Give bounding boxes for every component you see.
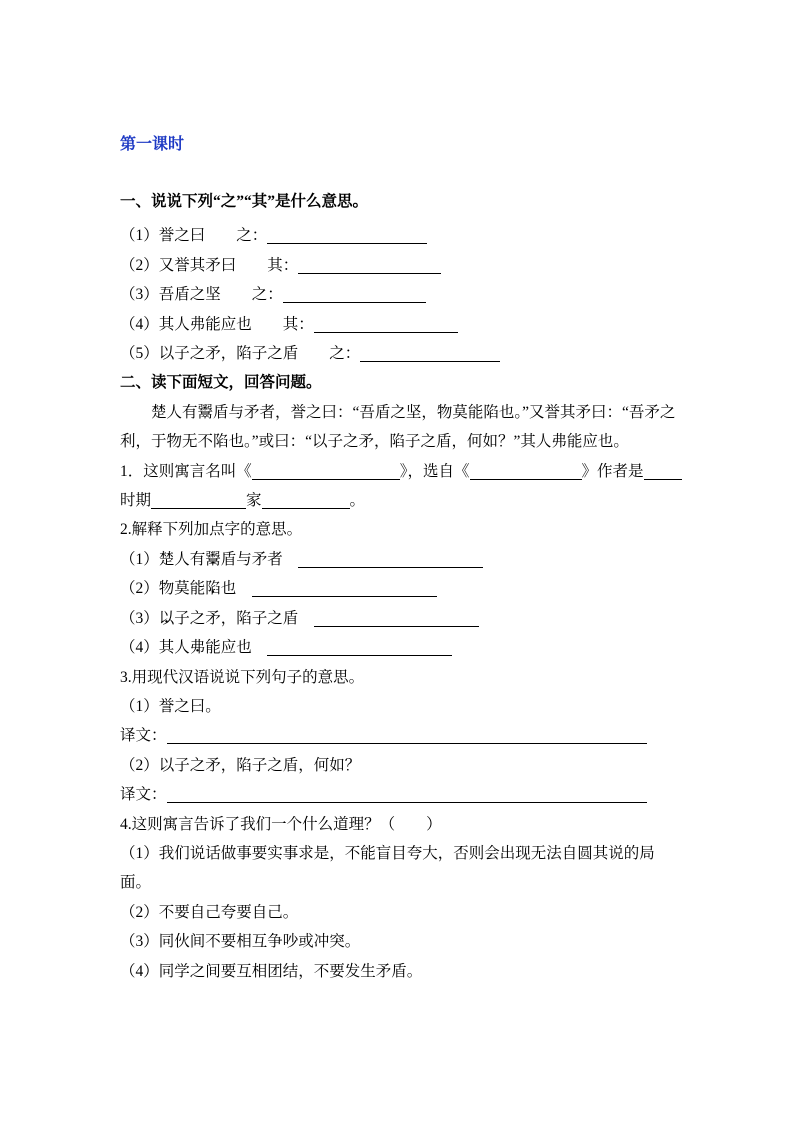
item-text: 能应也 [205,639,252,657]
q1-text: 时期 [120,492,152,510]
question1-line2 [120,486,680,515]
translation-label: 译文： [120,786,167,804]
question4-heading: 4.这则寓言告诉了我们一个什么道理？（ ） [120,815,442,833]
section2-heading: 二、读下面短文，回答问题。 [120,374,322,392]
item-text: （1）誉之曰 之： [120,227,268,245]
item-text: 也 [220,580,237,598]
reading-passage: 楚人有鬻盾与矛者，誉之曰：“吾盾之坚，物莫能陷也。”又誉其矛曰：“吾矛之利，于物无不陷也。”或曰：“以子之矛，陷子之盾，何如？”其人弗能应也。 [120,403,676,451]
question4-option-2: （2）不要自己夸要自己。 [120,903,299,921]
answer-blank [167,785,647,803]
dotted-char: 弗 · [190,639,206,656]
item-text: （4）其人 [120,639,190,657]
answer-blank [283,285,426,303]
q1-text: 》，选自《 [399,462,470,480]
question3-heading: 3.用现代汉语说说下列句子的意思。 [120,668,365,686]
section1-item-4 [120,310,680,339]
answer-blank [644,462,682,480]
item-text: （5）以子之矛，陷子之盾 之： [120,345,361,363]
question3-item-2: （2）以子之矛，陷子之盾，何如？ [120,756,361,774]
question3-answer-2 [120,780,680,809]
section1-item-1 [120,221,680,250]
item-text: （3）吾盾之坚 之： [120,286,283,304]
question1-line1 [120,457,680,486]
item-text: 盾与矛者 [220,550,283,568]
question2-item-4 [120,633,680,662]
answer-blank [252,462,400,480]
q1-text: 。 [349,492,366,510]
question2-item-3 [120,604,680,633]
q1-text: 1．这则寓言名叫《 [120,462,252,480]
answer-blank [167,726,647,744]
question2-item-1 [120,545,680,574]
item-text: （2）又誉其矛曰 其： [120,256,299,274]
question4-option-1: （1）我们说话做事要实事求是，不能盲目夸大，否则会出现无法自圆其说的局面。 [120,844,655,892]
answer-blank [314,609,479,627]
dotted-char: 鬻 · [205,551,221,568]
question2-item-2 [120,574,680,603]
answer-blank [470,462,582,480]
item-text: （3） [120,609,159,627]
answer-blank [360,344,500,362]
question3-answer-1 [120,721,680,750]
item-text: （2）物莫能 [120,580,206,598]
q1-text: 》作者是 [581,462,644,480]
dotted-char: 以 · [159,610,175,627]
item-text: 子之矛，陷子之盾 [174,609,299,627]
answer-blank [267,638,452,656]
section1-item-3 [120,280,680,309]
question2-heading: 2.解释下列加点字的意思。 [120,521,303,539]
answer-blank [298,256,441,274]
q1-text: 家 [246,492,262,510]
question4-option-4: （4）同学之间要互相团结，不要发生矛盾。 [120,962,423,980]
item-text: （4）其人弗能应也 其： [120,315,314,333]
question4-option-3: （3）同伙间不要相互争吵或冲突。 [120,933,361,951]
section1-item-5 [120,339,680,368]
answer-blank [298,550,483,568]
answer-blank [267,226,427,244]
item-text: （1）楚人有 [120,550,206,568]
answer-blank [151,491,246,509]
section1-heading: 一、说说下列“之”“其”是什么意思。 [120,193,369,210]
answer-blank [252,579,437,597]
translation-label: 译文： [120,727,167,745]
answer-blank [314,315,458,333]
dotted-char: 陷 · [205,580,221,597]
page-title: 第一课时 [120,136,185,153]
section1-item-2 [120,251,680,280]
question3-item-1: （1）誉之曰。 [120,697,221,715]
answer-blank [262,491,350,509]
